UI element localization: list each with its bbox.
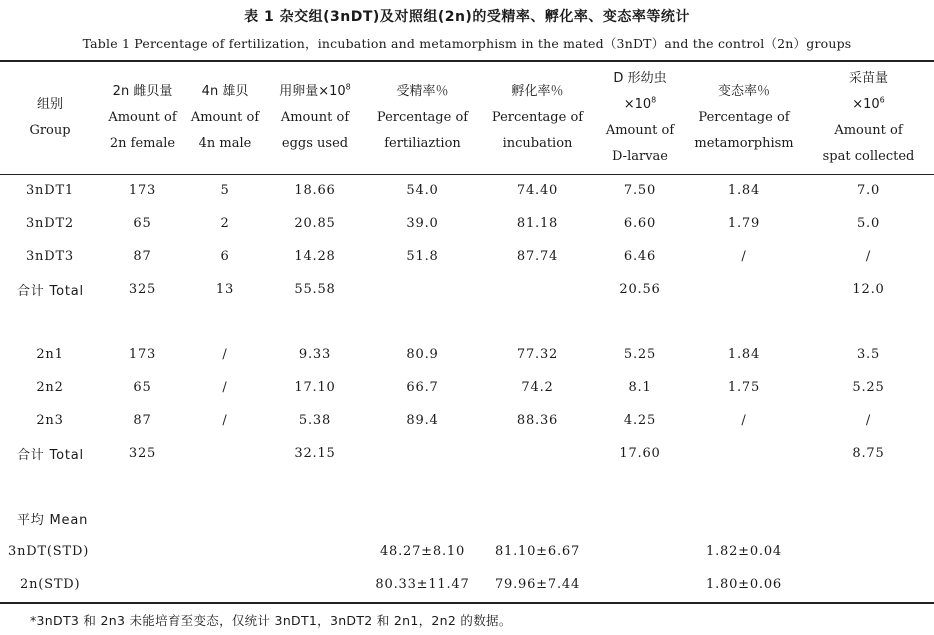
table-row	[0, 437, 934, 470]
table-cell: 14.28	[294, 249, 336, 264]
mean-fertilization: 48.27±8.10	[379, 544, 466, 559]
table-cell: 87.74	[516, 249, 559, 264]
table-cell: /	[222, 413, 228, 428]
table-cell: 8.75	[852, 446, 885, 461]
table-cell: 65	[133, 216, 152, 231]
row-label: 3nDT1	[25, 183, 74, 198]
table-row	[0, 371, 934, 404]
header-metamorphism: 变态率％ Percentage of metamorphism	[694, 84, 794, 151]
mean-row	[0, 568, 934, 601]
table-cell: /	[741, 249, 747, 264]
header-eggs-used: 用卵量$\times 10^8$ Amount of eggs used	[279, 82, 351, 151]
table-cell: 6	[220, 249, 230, 264]
table-cell: 1.84	[727, 183, 761, 198]
header-4n-male: 4n 雄贝 Amount of 4n male	[190, 84, 260, 151]
mean-label-row	[0, 502, 934, 535]
table-cell: 1.75	[727, 380, 761, 395]
table-cell: /	[865, 413, 872, 428]
table-cell: 20.56	[619, 282, 661, 297]
header-2n-female: 2n 雌贝量 Amount of 2n female	[108, 84, 177, 151]
table-cell: 13	[215, 282, 235, 297]
table-cell: 89.4	[406, 413, 439, 428]
table-cell	[365, 437, 480, 470]
table-cell: 8.1	[628, 380, 652, 395]
table-cell: /	[865, 249, 872, 264]
table-cell: 77.32	[516, 347, 559, 362]
row-label: 2n3	[36, 413, 64, 428]
table-cell: 66.7	[406, 380, 439, 395]
mean-metamorphism: 1.82±0.04	[706, 544, 782, 559]
table-cell: 39.0	[406, 216, 439, 231]
table-cell: 173	[128, 347, 157, 362]
table-cell: 4.25	[623, 413, 657, 428]
table-cell: 5	[220, 183, 230, 198]
bottom-rule	[0, 602, 934, 604]
table-cell: 87	[133, 249, 152, 264]
table-cell: 1.79	[727, 216, 761, 231]
header-fertilization: 受精率％ Percentage of fertiliaztion	[376, 84, 469, 151]
table-cell: 87	[133, 413, 152, 428]
table-row	[0, 338, 934, 371]
table-cell	[480, 273, 595, 306]
table-title-cn: 表 1 杂交组(3nDT)及对照组(2n)的受精率、孵化率、变态率等统计	[244, 9, 690, 25]
table-cell: 9.33	[298, 347, 332, 362]
table-cell: 20.85	[294, 216, 336, 231]
table-cell: 18.66	[294, 183, 336, 198]
table-cell: 88.36	[516, 413, 559, 428]
table-cell: /	[741, 413, 747, 428]
table-cell: 74.40	[516, 183, 559, 198]
table-cell: 7.0	[856, 183, 881, 198]
mean-fertilization: 80.33±11.47	[375, 577, 470, 592]
spacer	[0, 306, 934, 338]
table-row	[0, 404, 934, 437]
table-title-en: Table 1 Percentage of fertilization，incubation and metamorphism in the mated（3nDT）and the control（2n）groups	[82, 36, 852, 51]
table-cell: 325	[128, 446, 157, 461]
footnote: *3nDT3 和 2n3 未能培育至变态，仅统计 3nDT1，3nDT2 和 2n1，2n2 的数据。	[30, 613, 512, 628]
table-cell: /	[222, 380, 228, 395]
table-cell: 6.46	[623, 249, 657, 264]
table-cell: 3.5	[856, 347, 881, 362]
header-spat: 采苗量 $\times 10^6$ Amount of spat collected	[822, 71, 915, 164]
table-cell: 17.60	[619, 446, 661, 461]
table-cell: 5.25	[623, 347, 657, 362]
mean-label: 平均 Mean	[17, 513, 89, 528]
table-cell: 5.25	[852, 380, 885, 395]
table-cell: 55.58	[294, 282, 336, 297]
table-cell: 80.9	[406, 347, 439, 362]
table-cell	[685, 437, 803, 470]
table-cell: 1.84	[727, 347, 761, 362]
table-row	[0, 207, 934, 240]
row-label: 2n1	[36, 347, 64, 362]
table-cell: 5.38	[298, 413, 332, 428]
header-row	[0, 62, 934, 174]
table-cell: 12.0	[852, 282, 885, 297]
table-cell: 65	[133, 380, 152, 395]
header-group: 组别 Group	[29, 97, 71, 138]
mean-metamorphism: 1.80±0.06	[706, 577, 782, 592]
mean-incubation: 81.10±6.67	[494, 544, 581, 559]
row-label: 2n2	[36, 380, 64, 395]
data-table	[0, 62, 934, 601]
table-cell: 7.50	[623, 183, 657, 198]
table-cell: 6.60	[623, 216, 657, 231]
table-cell: 17.10	[294, 380, 336, 395]
mean-row-label: 2n(STD)	[20, 577, 81, 592]
spacer	[0, 470, 934, 502]
row-label: 合计 Total	[17, 284, 84, 299]
table-cell	[685, 273, 803, 306]
table-cell: 2	[220, 216, 230, 231]
table-cell: 5.0	[856, 216, 881, 231]
table-row	[0, 240, 934, 273]
header-incubation: 孵化率％ Percentage of incubation	[491, 84, 584, 151]
table-cell	[480, 437, 595, 470]
mean-row	[0, 535, 934, 568]
table-cell: 74.2	[521, 380, 554, 395]
table-cell	[365, 273, 480, 306]
mean-row-label: 3nDT(STD)	[8, 544, 90, 559]
table-cell: 32.15	[294, 446, 336, 461]
table-cell: /	[222, 347, 228, 362]
row-label: 3nDT3	[25, 249, 74, 264]
table-cell: 51.8	[406, 249, 439, 264]
table-row	[0, 174, 934, 207]
table-cell: 54.0	[406, 183, 439, 198]
table-cell: 325	[128, 282, 157, 297]
table-row	[0, 273, 934, 306]
row-label: 合计 Total	[17, 448, 84, 463]
table-cell	[185, 437, 265, 470]
header-d-larvae: D 形幼虫 $\times 10^8$ Amount of D-larvae	[605, 71, 675, 164]
table-cell: 81.18	[516, 216, 559, 231]
table-cell: 173	[128, 183, 157, 198]
mean-incubation: 79.96±7.44	[494, 577, 581, 592]
row-label: 3nDT2	[25, 216, 74, 231]
